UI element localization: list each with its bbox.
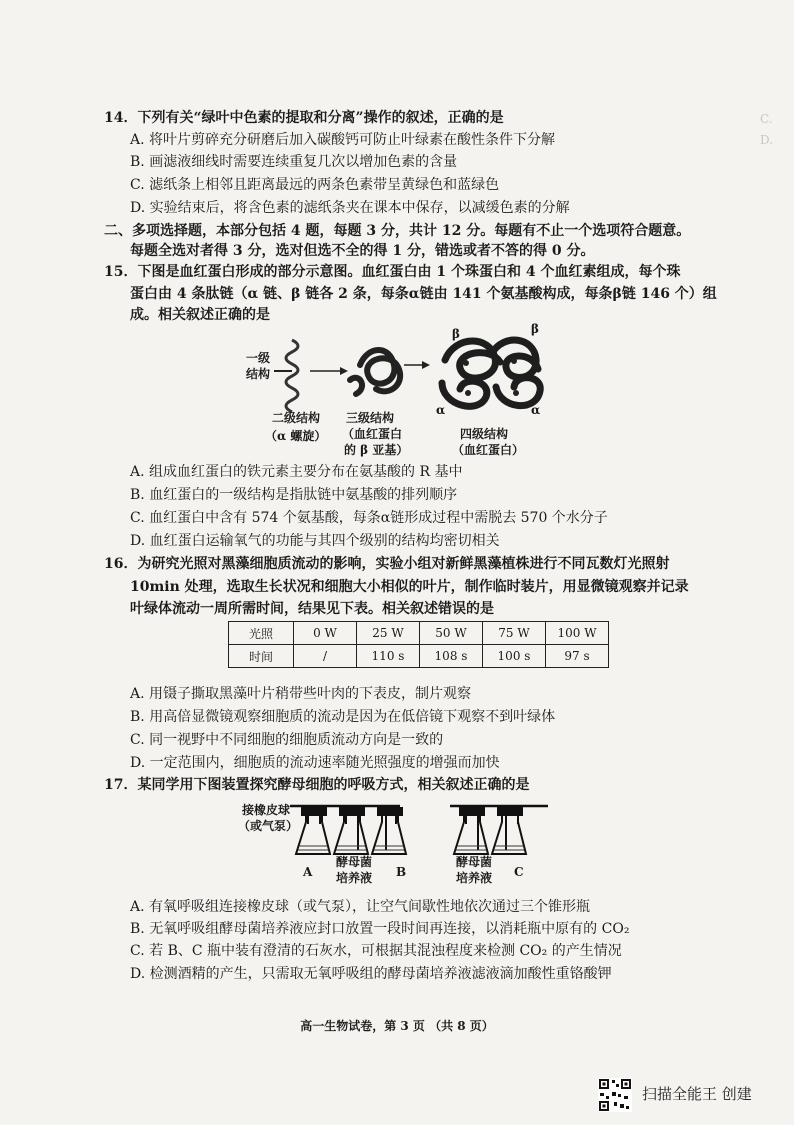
q15-option-c: C. 血红蛋白中含有 574 个氨基酸，每条α链形成过程中需脱去 570 个水分子 bbox=[130, 510, 608, 526]
fig-tertiary-sub: 的 β 亚基） bbox=[344, 443, 409, 457]
q17-option-a: A. 有氧呼吸组连接橡皮球（或气泵），让空气间歇性地依次通过三个锥形瓶 bbox=[130, 899, 591, 915]
hemoglobin-tetramer bbox=[442, 340, 540, 406]
section2-heading-2: 每题全选对者得 3 分，选对但选不全的得 1 分，错选或者不答的得 0 分。 bbox=[130, 243, 595, 259]
alpha-label: α bbox=[436, 403, 446, 417]
q16-option-b: B. 用高倍显微镜观察细胞质的流动是因为在低倍镜下观察不到叶绿体 bbox=[130, 709, 556, 725]
flask-b-label: B bbox=[396, 865, 407, 879]
table-cell: 108 s bbox=[420, 645, 483, 668]
beta-subunit bbox=[350, 350, 400, 394]
qr-code-icon bbox=[598, 1078, 632, 1112]
heme bbox=[465, 390, 471, 396]
table-cell: 25 W bbox=[357, 622, 420, 645]
q14-option-c: C. 滤纸条上相邻且距离最远的两条色素带呈黄绿色和蓝绿色 bbox=[130, 177, 500, 193]
yeast-label: 酵母菌 bbox=[456, 855, 493, 869]
q16-stem: 10min 处理，选取生长状况和细胞大小相似的叶片，制作临时装片，用显微镜观察并记录 bbox=[130, 579, 689, 595]
q15-option-b: B. 血红蛋白的一级结构是指肽链中氨基酸的排列顺序 bbox=[130, 487, 458, 503]
flask-b bbox=[372, 806, 406, 854]
q17-option-c: C. 若 B、C 瓶中装有澄清的石灰水，可根据其混浊程度来检测 CO₂ 的产生情况 bbox=[130, 943, 622, 959]
beta-label: β bbox=[452, 327, 460, 341]
arrow-1-head bbox=[340, 367, 348, 375]
q14-stem: 14．下列有关“绿叶中色素的提取和分离”操作的叙述，正确的是 bbox=[104, 110, 504, 126]
alpha-label: α bbox=[531, 403, 541, 417]
table-cell: 75 W bbox=[483, 622, 546, 645]
scanner-watermark: 扫描全能王 创建 bbox=[642, 1085, 752, 1103]
flask-yeast-2 bbox=[454, 806, 488, 854]
fig-quaternary-sub: （血红蛋白） bbox=[452, 443, 525, 457]
q16-option-c: C. 同一视野中不同细胞的细胞质流动方向是一致的 bbox=[130, 732, 444, 748]
liquid bbox=[298, 846, 524, 850]
light-time-table bbox=[228, 621, 609, 668]
heme bbox=[463, 360, 469, 366]
heme bbox=[513, 390, 519, 396]
q16-option-d: D. 一定范围内，细胞质的流动速率随光照强度的增强而加快 bbox=[130, 755, 500, 771]
q15-stem: 成。相关叙述正确的是 bbox=[130, 307, 270, 323]
bleed-through: C. bbox=[760, 112, 773, 126]
table-cell: / bbox=[294, 645, 357, 668]
q14-option-a: A. 将叶片剪碎充分研磨后加入碳酸钙可防止叶绿素在酸性条件下分解 bbox=[130, 132, 556, 148]
bulb-label: 接橡皮球 bbox=[242, 803, 291, 817]
heme bbox=[511, 358, 517, 364]
q15-stem: 蛋白由 4 条肽链（α 链、β 链各 2 条，每条α链由 141 个氨基酸构成，每条β链 146 个）组 bbox=[130, 286, 717, 302]
q17-option-d: D. 检测酒精的产生，只需取无氧呼吸组的酵母菌培养液滤液滴加酸性重铬酸钾 bbox=[130, 966, 612, 982]
fig-primary-label: 一级 bbox=[246, 351, 271, 365]
table-cell: 110 s bbox=[357, 645, 420, 668]
flask-yeast-1 bbox=[334, 806, 368, 854]
table-cell: 光照 bbox=[229, 622, 294, 645]
q16-stem: 16．为研究光照对黑藻细胞质流动的影响，实验小组对新鲜黑藻植株进行不同瓦数灯光照射 bbox=[104, 556, 670, 572]
q15-stem: 15．下图是血红蛋白形成的部分示意图。血红蛋白由 1 个珠蛋白和 4 个血红素组成，每个珠 bbox=[104, 264, 681, 280]
table-row bbox=[229, 645, 609, 668]
q14-option-d: D. 实验结束后，将含色素的滤纸条夹在课本中保存，以减缓色素的分解 bbox=[130, 200, 570, 216]
arrow-2-head bbox=[422, 361, 430, 369]
q15-option-a: A. 组成血红蛋白的铁元素主要分布在氨基酸的 R 基中 bbox=[130, 464, 463, 480]
respiration-apparatus bbox=[290, 800, 550, 862]
table-row bbox=[229, 622, 609, 645]
q14-option-b: B. 画滤液细线时需要连续重复几次以增加色素的含量 bbox=[130, 154, 458, 170]
flask-c bbox=[492, 806, 526, 854]
table-cell: 97 s bbox=[546, 645, 609, 668]
table-cell: 100 W bbox=[546, 622, 609, 645]
table-cell: 时间 bbox=[229, 645, 294, 668]
fig-primary-label-2: 结构 bbox=[246, 367, 271, 381]
flask-a-label: A bbox=[303, 865, 313, 879]
fig-secondary-caption: 二级结构 bbox=[272, 411, 321, 425]
q15-option-d: D. 血红蛋白运输氧气的功能与其四个级别的结构均密切相关 bbox=[130, 533, 500, 549]
bleed-through: D. bbox=[760, 133, 774, 147]
section2-heading: 二、多项选择题，本部分包括 4 题，每题 3 分，共计 12 分。每题有不止一个选项符合题意。 bbox=[104, 223, 691, 239]
fig-quaternary-caption: 四级结构 bbox=[460, 427, 509, 441]
hemoglobin-diagram bbox=[270, 325, 590, 420]
alpha-helix bbox=[286, 340, 298, 412]
beta-label: β bbox=[531, 322, 539, 336]
q17-option-b: B. 无氧呼吸组酵母菌培养液应封口放置一段时间再连接，以消耗瓶中原有的 CO₂ bbox=[130, 921, 630, 937]
page-footer: 高一生物试卷，第 3 页 （共 8 页） bbox=[300, 1019, 494, 1033]
yeast-label-2: 培养液 bbox=[456, 871, 493, 885]
table-cell: 100 s bbox=[483, 645, 546, 668]
fig-secondary-sub: （α 螺旋） bbox=[265, 429, 327, 443]
yeast-label: 酵母菌 bbox=[336, 855, 373, 869]
flask-a bbox=[296, 806, 330, 854]
q16-option-a: A. 用镊子撕取黑藻叶片稍带些叶肉的下表皮，制片观察 bbox=[130, 686, 472, 702]
table-cell: 0 W bbox=[294, 622, 357, 645]
q17-stem: 17．某同学用下图装置探究酵母细胞的呼吸方式，相关叙述正确的是 bbox=[104, 777, 530, 793]
bulb-label-2: （或气泵） bbox=[238, 819, 299, 833]
yeast-label-2: 培养液 bbox=[336, 871, 373, 885]
flask-c-label: C bbox=[514, 865, 524, 879]
q16-stem: 叶绿体流动一周所需时间，结果见下表。相关叙述错误的是 bbox=[130, 601, 494, 617]
fig-tertiary-caption: 三级结构 bbox=[346, 411, 395, 425]
fig-tertiary-sub: （血红蛋白 bbox=[342, 427, 403, 441]
table-cell: 50 W bbox=[420, 622, 483, 645]
